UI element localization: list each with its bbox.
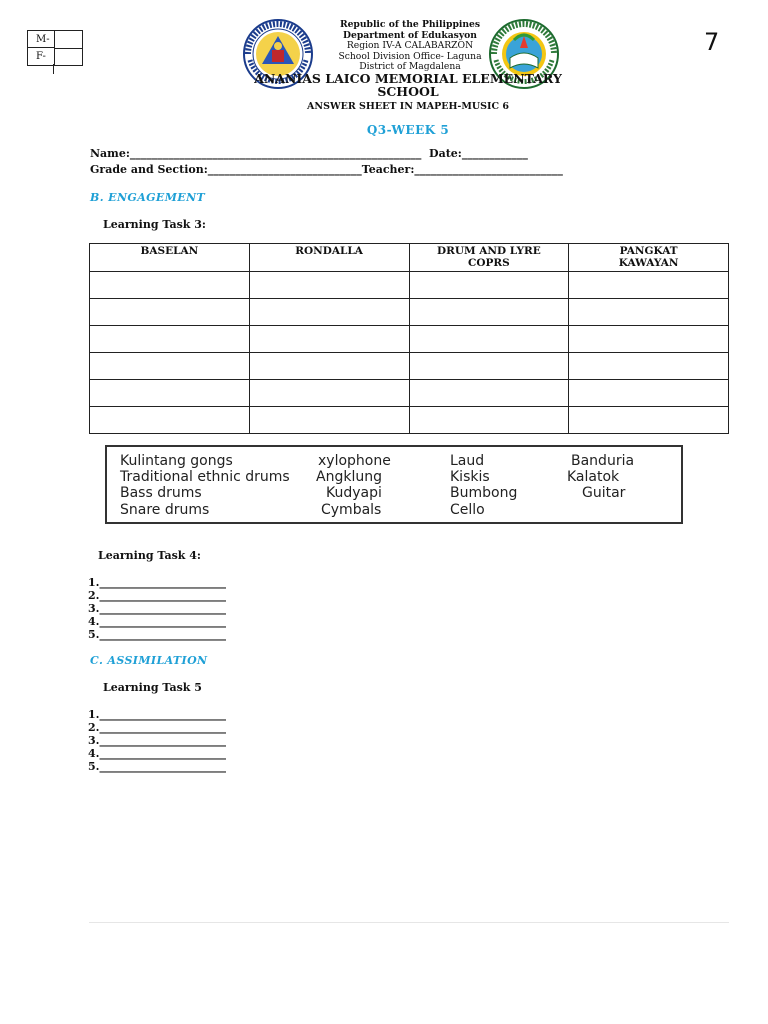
- answer-cell[interactable]: [249, 326, 409, 353]
- word-bank: [105, 445, 683, 524]
- answer-cell[interactable]: [90, 407, 250, 434]
- answer-cell[interactable]: [249, 407, 409, 434]
- task5-answer-line[interactable]: 4._______________________: [88, 747, 226, 760]
- answer-sheet-title: ANSWER SHEET IN MAPEH-MUSIC 6: [307, 101, 509, 112]
- answer-cell[interactable]: [90, 380, 250, 407]
- task3-label: Learning Task 3:: [103, 218, 206, 231]
- task4-answer-line[interactable]: 4._______________________: [88, 615, 226, 628]
- answer-cell[interactable]: [249, 353, 409, 380]
- table-row: [90, 326, 729, 353]
- answer-cell[interactable]: [409, 272, 569, 299]
- task5-answer-line[interactable]: 3._______________________: [88, 734, 226, 747]
- assimilation-heading: C. ASSIMILATION: [90, 654, 208, 667]
- header-block: [300, 20, 520, 73]
- instrument-classification-table: [89, 243, 729, 434]
- word-bank-item: Kiskis: [450, 469, 490, 485]
- column-header-line2: KAWAYAN: [618, 257, 679, 269]
- word-bank-item: xylophone: [318, 453, 391, 469]
- word-bank-item: Banduria: [571, 453, 635, 469]
- answer-cell[interactable]: [569, 353, 729, 380]
- answer-cell[interactable]: [249, 272, 409, 299]
- word-bank-item: Laud: [450, 453, 485, 469]
- week-title: Q3-WEEK 5: [366, 123, 450, 137]
- answer-cell[interactable]: [409, 299, 569, 326]
- answer-cell[interactable]: [569, 380, 729, 407]
- grade-teacher-field[interactable]: Grade and Section:____________________________Teacher:___________________________: [90, 163, 563, 176]
- column-header: [569, 244, 729, 272]
- republic-line: Republic of the Philippines: [339, 19, 481, 30]
- column-header-line2: COPRS: [468, 257, 510, 269]
- task5-answer-line[interactable]: 5._______________________: [88, 760, 226, 773]
- table-body: [90, 272, 729, 434]
- task5-answer-line[interactable]: 2._______________________: [88, 721, 226, 734]
- task4-answer-line[interactable]: 5._______________________: [88, 628, 226, 641]
- table-row: [90, 272, 729, 299]
- column-header-line1: PANGKAT: [619, 245, 678, 257]
- answer-cell[interactable]: [249, 380, 409, 407]
- table-row: [90, 353, 729, 380]
- column-header-line1: BASELAN: [140, 245, 199, 257]
- column-header-line1: DRUM AND LYRE: [437, 245, 541, 257]
- answer-cell[interactable]: [90, 299, 250, 326]
- answer-cell[interactable]: [409, 407, 569, 434]
- word-bank-item: Cello: [450, 502, 485, 518]
- female-label: F-: [36, 51, 46, 62]
- column-header: [409, 244, 569, 272]
- answer-cell[interactable]: [569, 272, 729, 299]
- answer-cell[interactable]: [409, 380, 569, 407]
- table-header-row: [90, 244, 729, 272]
- school-name: [200, 72, 616, 98]
- sex-tally-box: [27, 30, 83, 66]
- word-bank-item: Snare drums: [120, 502, 210, 518]
- task4-answer-line[interactable]: 3._______________________: [88, 602, 226, 615]
- word-bank-item: Bass drums: [120, 485, 202, 501]
- column-header-line1: RONDALLA: [295, 245, 363, 257]
- school-name-line2: SCHOOL: [377, 84, 439, 99]
- name-date-field[interactable]: Name:_____________________________________________________ Date:____________: [90, 147, 528, 160]
- word-bank-item: Guitar: [582, 485, 626, 501]
- answer-cell[interactable]: [409, 326, 569, 353]
- answer-cell[interactable]: [90, 353, 250, 380]
- word-bank-item: Angklung: [316, 469, 382, 485]
- answer-cell[interactable]: [569, 326, 729, 353]
- table-row: [90, 407, 729, 434]
- task4-answer-line[interactable]: 2._______________________: [88, 589, 226, 602]
- task4-answer-line[interactable]: 1._______________________: [88, 576, 226, 589]
- box-tick: [53, 64, 54, 74]
- male-label: M-: [28, 31, 54, 48]
- answer-cell[interactable]: [569, 299, 729, 326]
- engagement-heading: B. ENGAGEMENT: [90, 191, 206, 204]
- task4-label: Learning Task 4:: [98, 549, 201, 562]
- table-row: [90, 380, 729, 407]
- box-row-divider: [54, 48, 82, 49]
- answer-cell[interactable]: [90, 272, 250, 299]
- district-line: District of Magdalena: [359, 61, 461, 73]
- footer-rule: [89, 922, 729, 923]
- word-bank-item: Cymbals: [321, 502, 382, 518]
- school-name-line1: ANANIAS LAICO MEMORIAL ELEMENTARY: [254, 71, 562, 86]
- word-bank-item: Kalatok: [567, 469, 620, 485]
- department-line: Department of Edukasyon: [343, 29, 477, 41]
- task5-label: Learning Task 5: [103, 681, 202, 694]
- word-bank-item: Kulintang gongs: [120, 453, 233, 469]
- page-number: 7: [704, 28, 720, 56]
- table-row: [90, 299, 729, 326]
- word-bank-item: Kudyapi: [326, 485, 382, 501]
- answer-cell[interactable]: [249, 299, 409, 326]
- division-line: School Division Office- Laguna: [338, 50, 482, 62]
- word-bank-item: Bumbong: [450, 485, 518, 501]
- column-header: [249, 244, 409, 272]
- answer-cell[interactable]: [569, 407, 729, 434]
- column-header: [90, 244, 250, 272]
- answer-cell[interactable]: [90, 326, 250, 353]
- task5-answer-line[interactable]: 1._______________________: [88, 708, 226, 721]
- word-bank-item: Traditional ethnic drums: [120, 469, 290, 485]
- region-line: Region IV-A CALABARZON: [346, 40, 474, 52]
- answer-cell[interactable]: [409, 353, 569, 380]
